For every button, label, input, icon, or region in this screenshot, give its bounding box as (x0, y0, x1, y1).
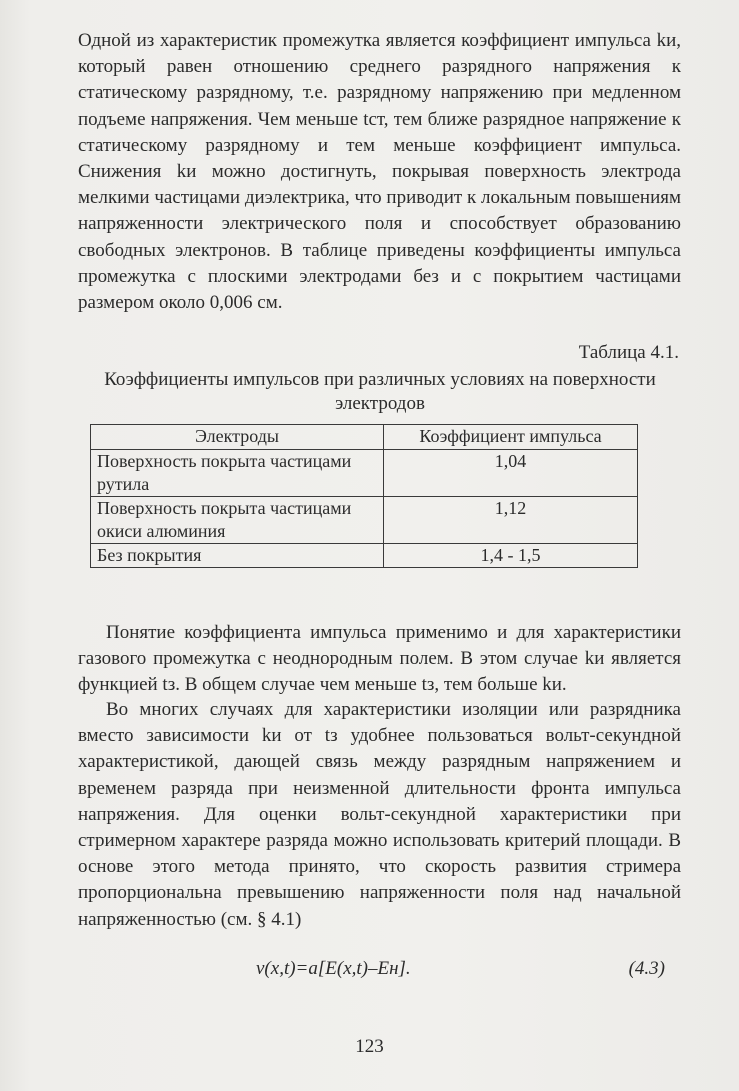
table-row (91, 544, 638, 568)
formula: v(x,t)=a[E(x,t)–Eн]. (256, 958, 411, 979)
table-row (91, 450, 638, 497)
electrode-cell: Поверхность покрыта частицами окиси алюминия (91, 497, 384, 544)
table-title: Коэффициенты импульсов при различных условиях на поверхности электродов (104, 369, 656, 414)
electrode-cell: Поверхность покрыта частицами рутила (91, 450, 384, 497)
paragraph-intro: Одной из характеристик промежутка является коэффициент импульса kи, который равен отношению среднего разрядного напряжения к статическому разрядному, т.е. разрядному напряжению при медленном подъеме напряжения. Чем меньше tст, тем ближе разрядное напряжение к статическому разрядному и тем меньше коэффициент импульса. Снижения kи можно достигнуть, покрывая поверхность электрода мелкими частицами диэлектрика, что приводит к локальным повышениям напряженности электрического поля и способствует образованию свободных электронов. В таблице приведены коэффициенты импульса промежутка с плоскими электродами без и с покрытием частицами размером около 0,006 см. (78, 30, 681, 314)
paragraph-nonuniform-field: Понятие коэффициента импульса применимо и для характеристики газового промежутка с неоднородным полем. В этом случае kи является функцией tз. В общем случае чем меньше tз, тем больше kи. (78, 622, 681, 696)
header-coefficient: Коэффициент импульса (384, 425, 638, 450)
formula-number: (4.3) (628, 958, 665, 979)
table-label: Таблица 4.1. (578, 342, 679, 363)
page-number: 123 (355, 1036, 384, 1057)
coefficient-cell: 1,4 - 1,5 (384, 544, 638, 568)
impulse-coefficient-table (90, 424, 638, 568)
coefficient-cell: 1,04 (384, 450, 638, 497)
header-electrodes: Электроды (91, 425, 384, 450)
table-row (91, 497, 638, 544)
table-header-row (91, 425, 638, 450)
paragraph-volt-second: Во многих случаях для характеристики изоляции или разрядника вместо зависимости kи от tз удобнее пользоваться вольт-секундной характеристикой, дающей связь между разрядным напряжением и временем разряда при неизменной длительности фронта импульса напряжения. Для оценки вольт-секундной характеристики при стримерном характере разряда можно использовать критерий площади. В основе этого метода принято, что скорость развития стримера пропорциональна превышению напряженности поля над начальной напряженностью (см. § 4.1) (78, 699, 681, 930)
coefficient-cell: 1,12 (384, 497, 638, 544)
electrode-cell: Без покрытия (91, 544, 384, 568)
